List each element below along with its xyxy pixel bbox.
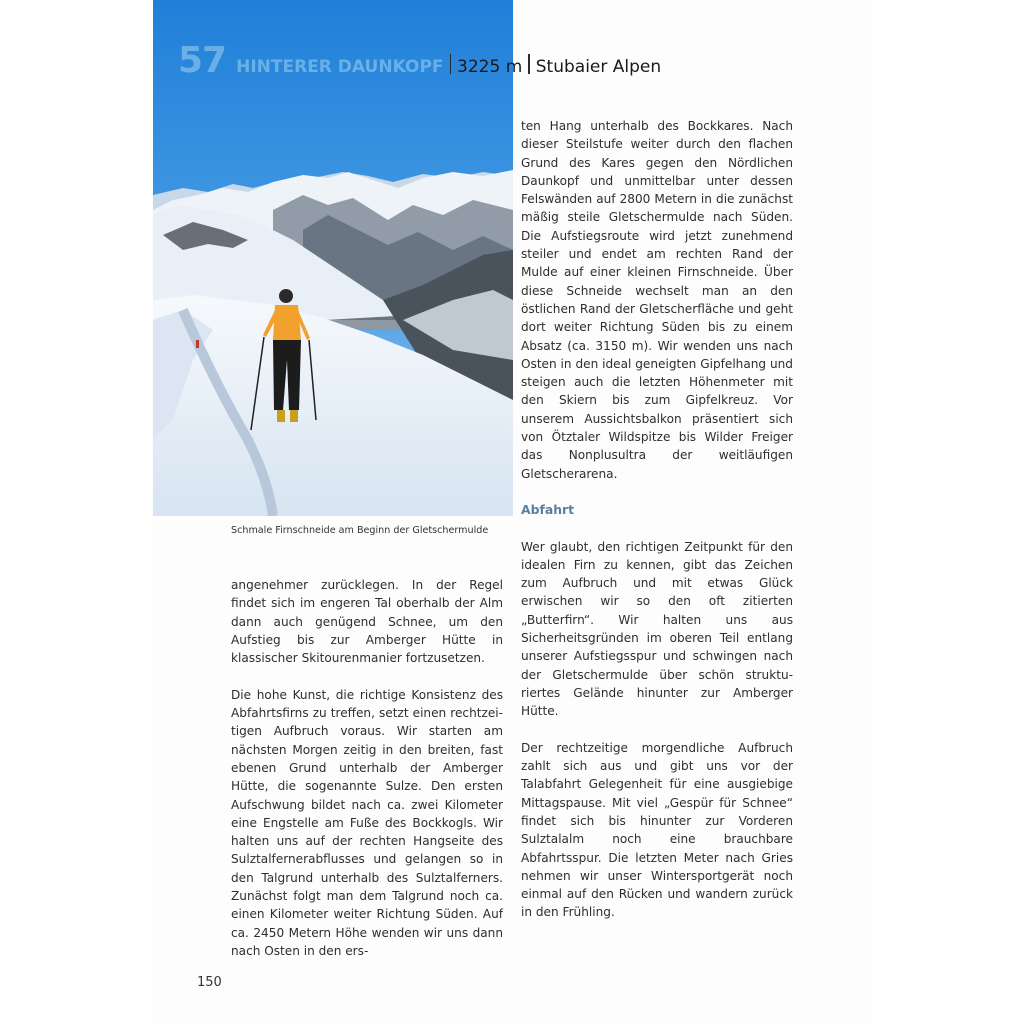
section-heading: Abfahrt xyxy=(521,501,575,517)
paragraph: Wer glaubt, den richtigen Zeitpunkt für den idealen Firn zu kennen, gibt das Zeichen zum Aufbruch und mit etwas Glück erwischen wir so den oft zitierten „Butterfirn“. Wir halten uns aus Sicherheitsgründen im oberen Teil entlang unserer Aufstiegsspur und schwingen nach der Gletschermulde über schön strukturiertes Gelände hinunter zur Amberger Hütte. xyxy=(521,539,793,719)
paragraph: Der rechtzeitige morgendliche Aufbruch zahlt sich aus und gibt uns vor der Talabfahrt Gelegenheit für eine ausgiebige Mittagspause. Mit viel „Gespür für Schnee“ findet sich bis hinunter zur Vorderen Sulztalalm noch eine brauchbare Abfahrtsspur. Die letzten Meter nach Gries nehmen wir unser Wintersportgerät noch einmal auf den Rücken und wandern zurück in den Frühling. xyxy=(521,740,793,920)
tour-title xyxy=(178,40,661,84)
peak-name: HINTERER DAUNKOPF xyxy=(236,57,444,77)
paragraph: Die hohe Kunst, die richtige Konsistenz des Abfahrtsfirns zu treffen, setzt einen rechtzeitigen Aufbruch voraus. Wir starten am nächsten Morgen zeitig in den breiten, fast ebenen Grund unterhalb der Amberger Hütte, die sogenannte Sulze. Den ersten Aufschwung bildet nach ca. zwei Kilometer eine Engstelle am Fuße des Bockkogls. Wir halten uns auf der rechten Hangseite des Sulztalfernerabflusses und gelangen so in den Talgrund unterhalb des Sulztalferners. Zunächst folgt man dem Talgrund noch ca. einen Kilometer weiter Richtung Süden. Auf ca. 2450 Metern Höhe wenden wir uns dann nach Osten in den ers- xyxy=(231,687,503,958)
title-separator xyxy=(450,54,452,74)
text-column-left xyxy=(231,576,503,960)
title-separator xyxy=(528,54,530,74)
photo-caption: Schmale Firnschneide am Beginn der Gletschermulde xyxy=(231,525,489,536)
peak-altitude: 3225 m xyxy=(457,57,523,77)
tour-number: 57 xyxy=(178,40,227,81)
paragraph: ten Hang unterhalb des Bockkares. Nach dieser Steilstufe weiter durch den flachen Grund des Kares gegen den Nördlichen Daunkopf und unmittelbar unter dessen Felswänden auf 2800 Metern in die zunächst mäßig steile Gletschermulde nach Süden. Die Aufstiegsroute wird jetzt zunehmend steiler und endet am rechten Rand der Mulde auf einer kleinen Firnschneide. Über diese Schneide wechselt man an den östlichen Rand der Gletscherfläche und geht dort weiter Richtung Süden bis zu einem Absatz (ca. 3150 m). Wir wenden uns nach Osten in den ideal geneigten Gipfelhang und steigen auch die letzten Höhenmeter mit den Skiern bis zum Gipfelkreuz. Vor unserem Aussichtsbalkon präsentiert sich von Ötztaler Wildspitze bis Wilder Freiger das Nonplusultra der weitläufigen Gletscherarena. xyxy=(521,119,793,481)
paragraph: angenehmer zurücklegen. In der Regel findet sich im engeren Tal oberhalb der Alm dann auch genügend Schnee, um den Aufstieg bis zur Amberger Hütte in klassischer Skitourenmanier fortzusetzen. xyxy=(231,578,503,666)
text-column-right xyxy=(521,117,793,922)
page-number: 150 xyxy=(197,975,222,990)
mountain-region: Stubaier Alpen xyxy=(535,57,662,77)
